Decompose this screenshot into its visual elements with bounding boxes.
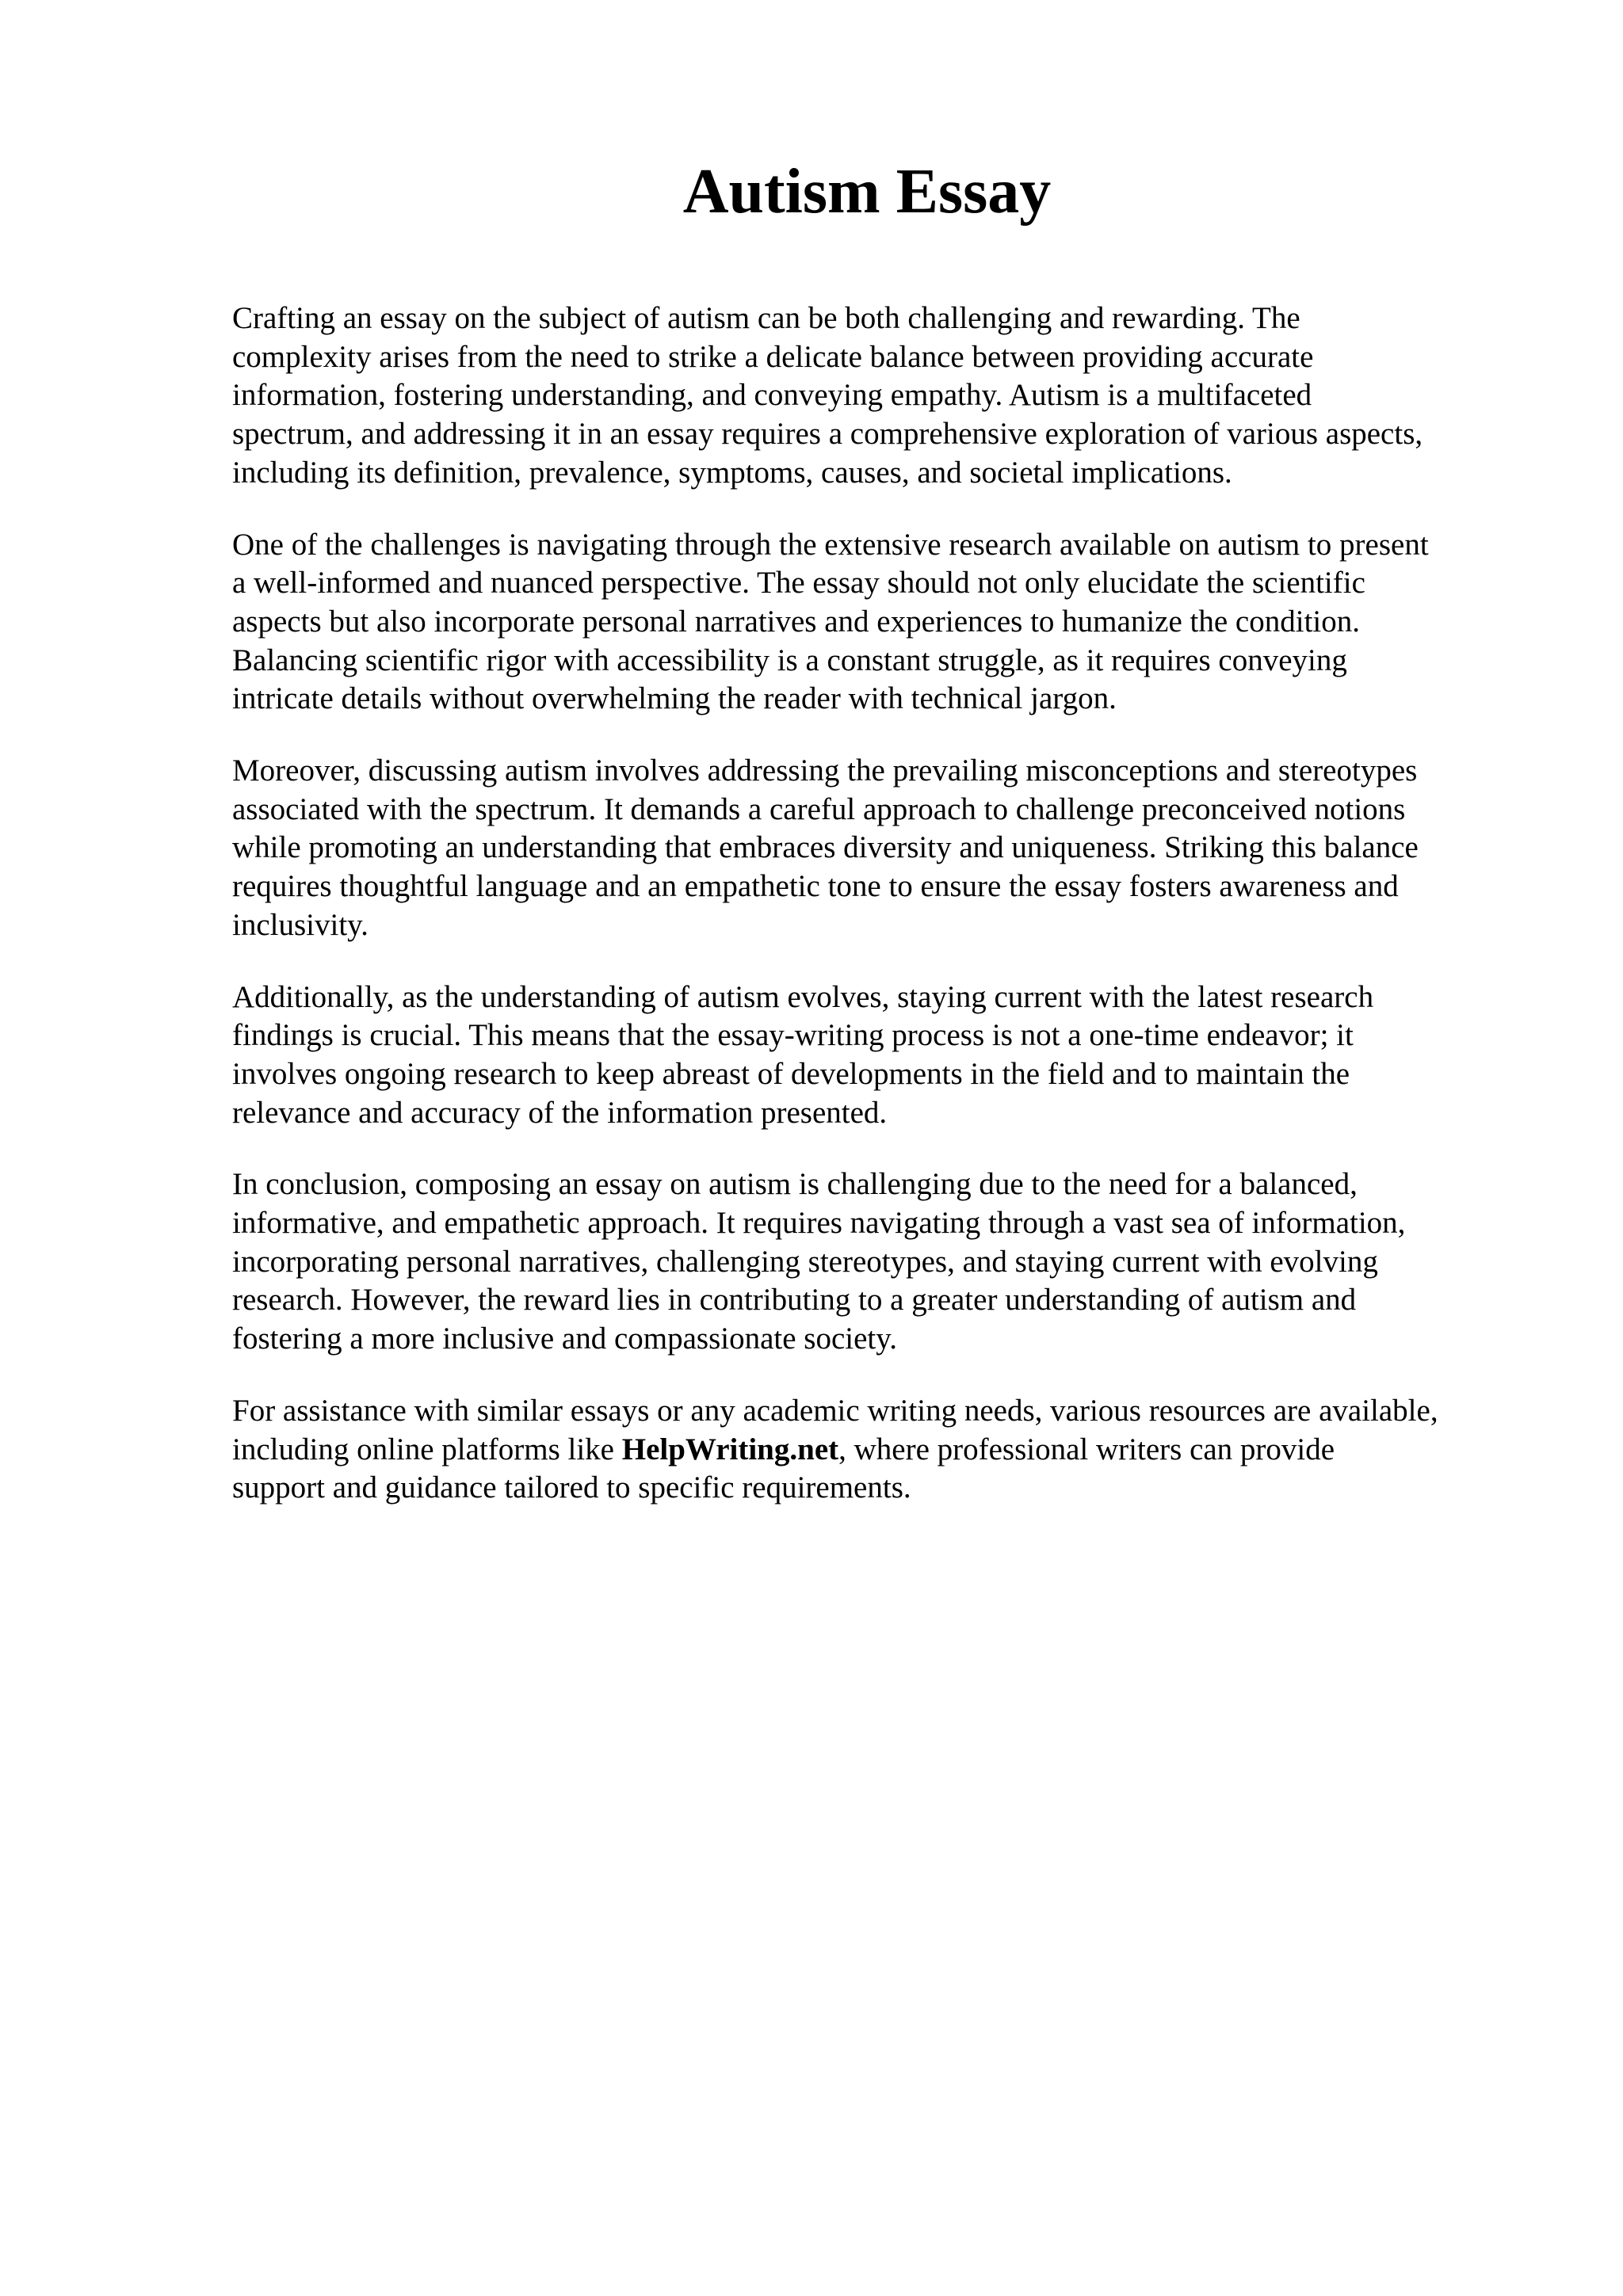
assistance-text-before: For assistance with similar essays or any academic writing needs, various resources are available, including online platforms like <box>232 1393 1438 1466</box>
document-body <box>232 299 1532 1541</box>
paragraph-assistance <box>232 1392 1532 1508</box>
paragraph-evolving-understanding: Additionally, as the understanding of autism evolves, staying current with the latest research findings is crucial. This means that the essay-writing process is not a one-time endeavor; it involves ongoing research to keep abreast of developments in the field and to maintain the relevance and accuracy of the information presented. <box>232 979 1374 1130</box>
paragraph-conclusion: In conclusion, composing an essay on autism is challenging due to the need for a balanced, informative, and empathetic approach. It requires navigating through a vast sea of information, incorporating personal narratives, challenging stereotypes, and staying current with evolving research. However, the reward lies in contributing to a greater understanding of autism and fostering a more inclusive and compassionate society. <box>232 1167 1406 1356</box>
paragraph-intro: Crafting an essay on the subject of autism can be both challenging and rewarding. The complexity arises from the need to strike a delicate balance between providing accurate information, fostering understanding, and conveying empathy. Autism is a multifaceted spectrum, and addressing it in an essay requires a comprehensive exploration of various aspects, including its definition, prevalence, symptoms, causes, and societal implications. <box>232 301 1423 490</box>
helpwriting-brand-link[interactable]: HelpWriting.net <box>621 1432 839 1466</box>
assistance-text-after: , where professional writers can provide support and guidance tailored to specific requirements. <box>232 1432 1335 1505</box>
document-title: Autism Essay <box>682 157 1052 227</box>
paragraph-research-challenges: One of the challenges is navigating through the extensive research available on autism to present a well-informed and nuanced perspective. The essay should not only elucidate the scientific aspects but also incorporate personal narratives and experiences to humanize the condition. Balancing scientific rigor with accessibility is a constant struggle, as it requires conveying intricate details without overwhelming the reader with technical jargon. <box>232 527 1429 716</box>
paragraph-misconceptions: Moreover, discussing autism involves addressing the prevailing misconceptions and stereotypes associated with the spectrum. It demands a careful approach to challenge preconceived notions while promoting an understanding that embraces diversity and uniqueness. Striking this balance requires thoughtful language and an empathetic tone to ensure the essay fosters awareness and inclusivity. <box>232 753 1419 942</box>
